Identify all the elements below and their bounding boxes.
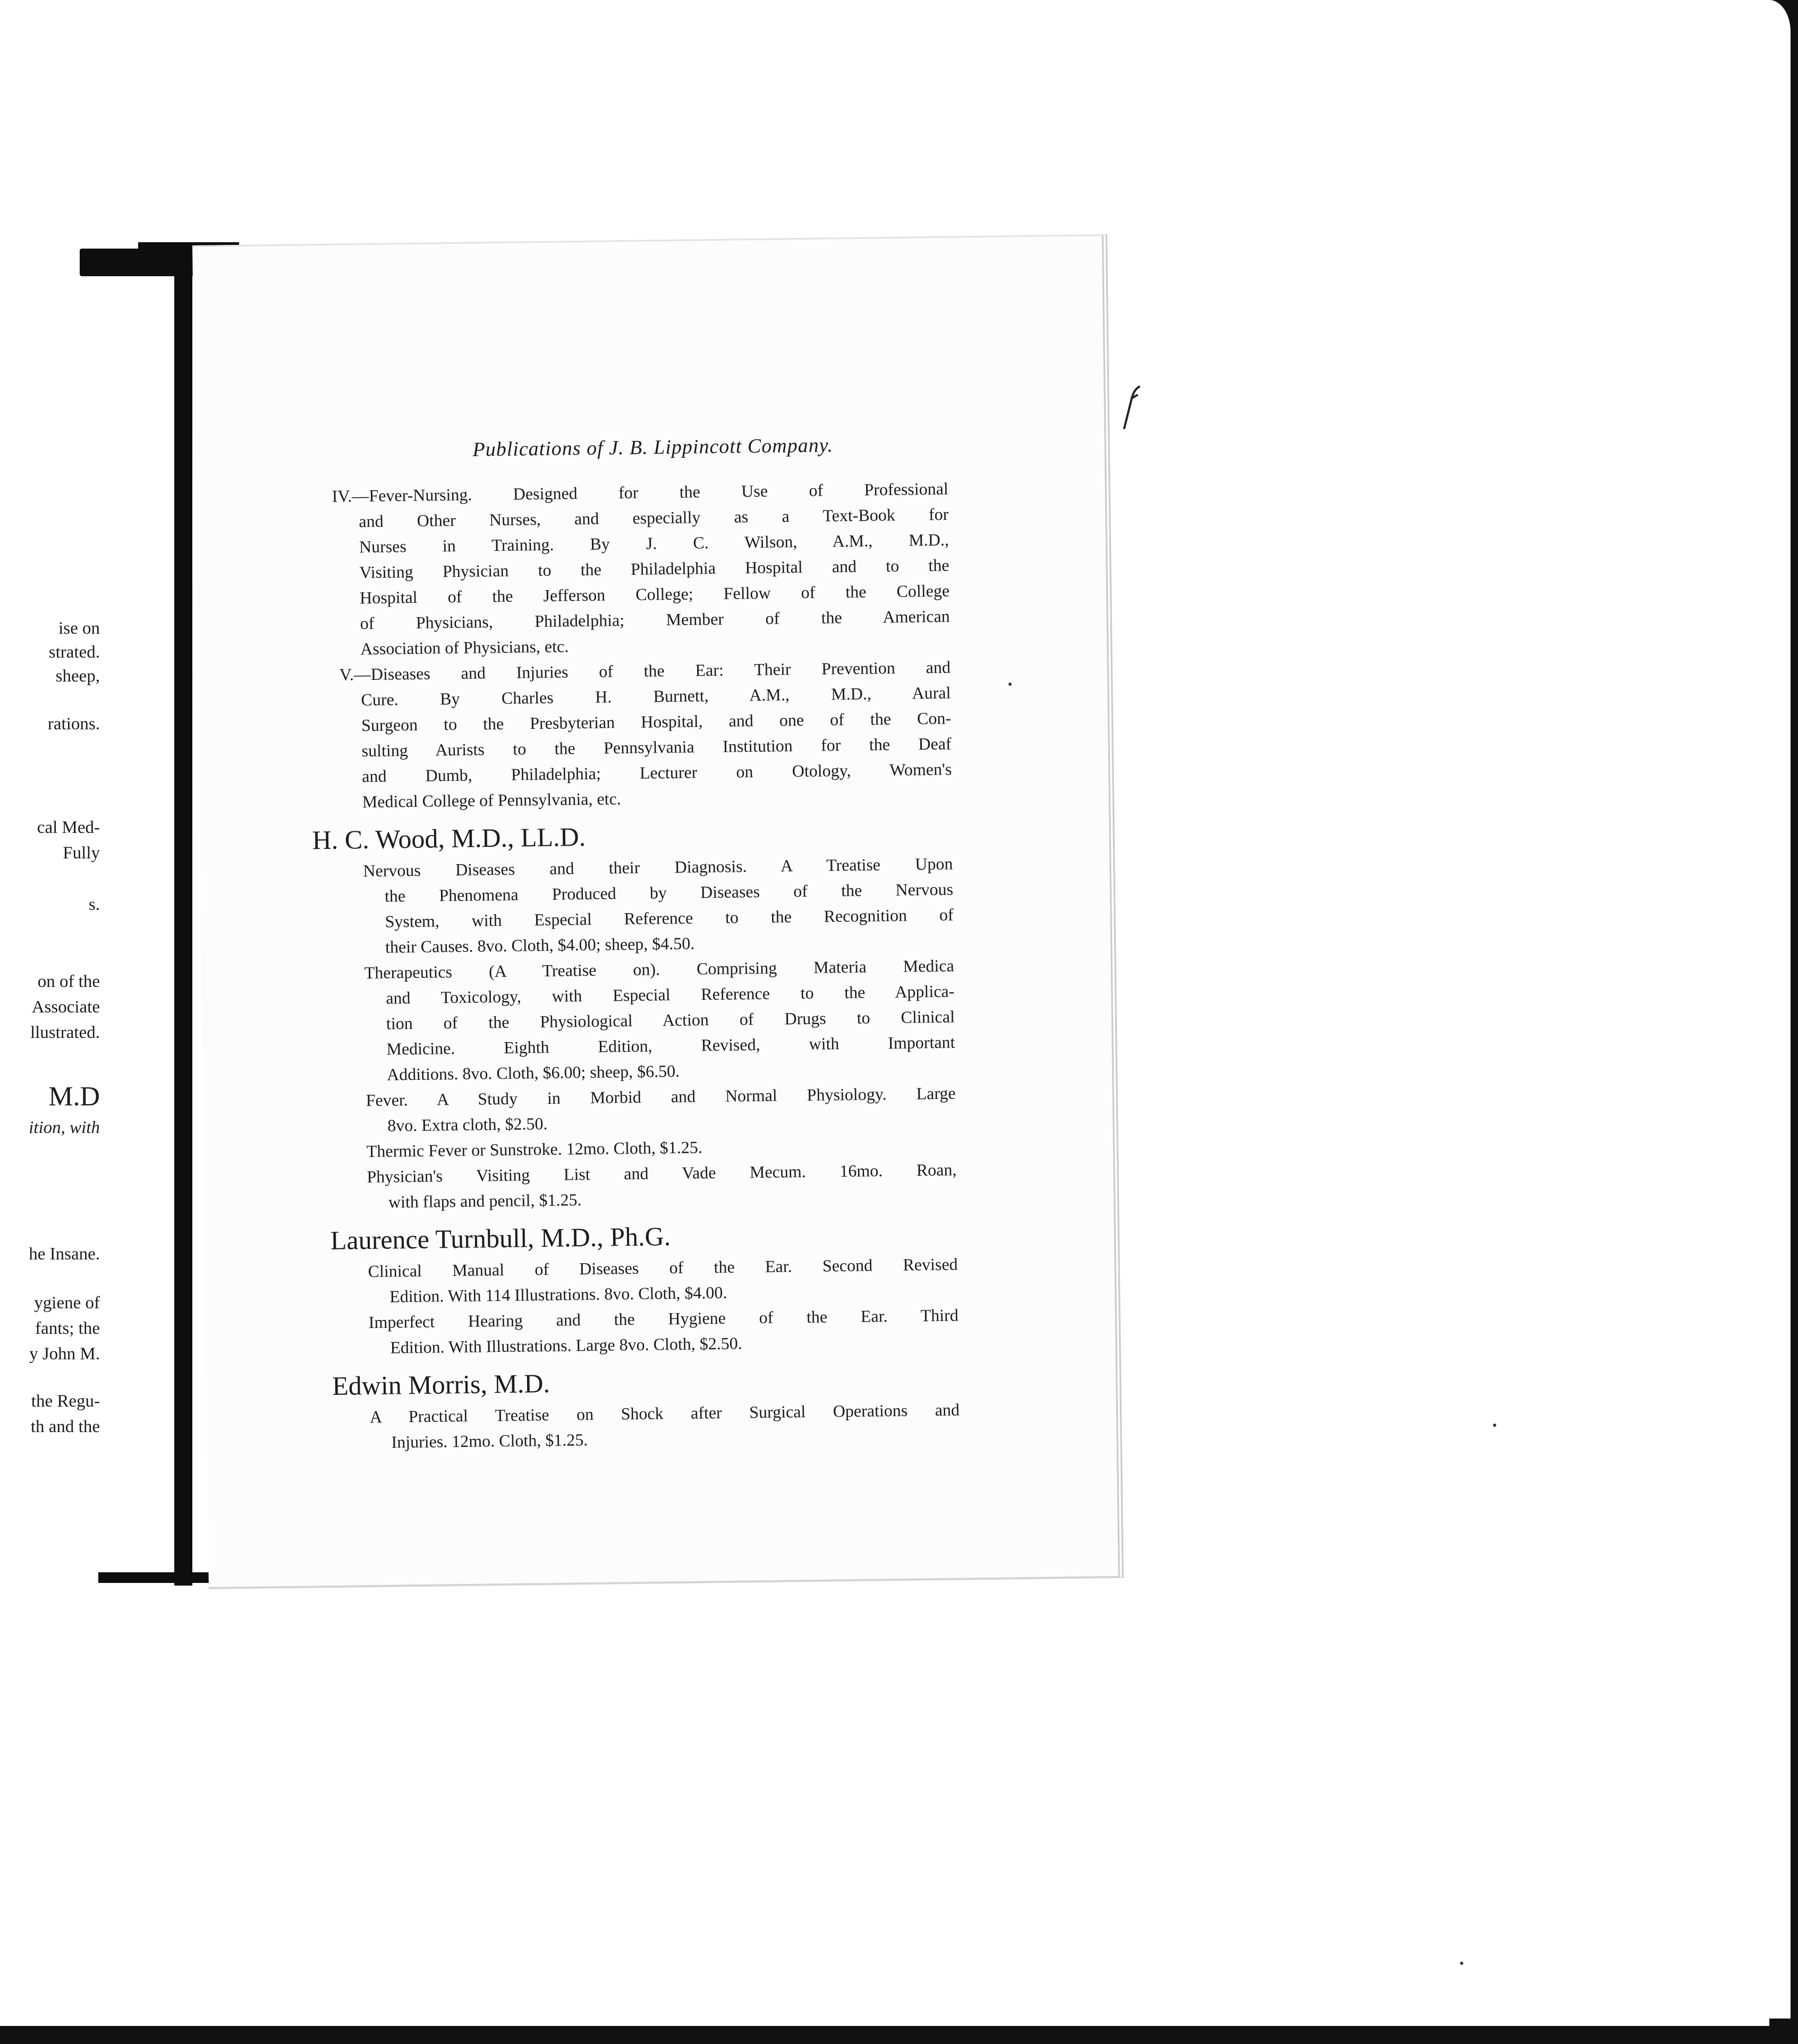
text-line: Physician's Visiting List and Vade Mecum. 16mo. Roan,: [367, 1160, 957, 1187]
text-line: Association of Physicians, etc.: [360, 636, 569, 659]
text-line: Medical College of Pennsylvania, etc.: [362, 789, 621, 812]
scan-speck: [1460, 1962, 1463, 1965]
author-heading: H. C. Wood, M.D., LL.D.: [312, 822, 586, 855]
left-line: the Regu-: [31, 1392, 100, 1411]
text-line: Clinical Manual of Diseases of the Ear. Second Revised: [368, 1254, 958, 1281]
left-line: sheep,: [55, 667, 100, 686]
left-line: he Insane.: [29, 1245, 100, 1264]
list-item: [370, 1397, 960, 1455]
text-line: System, with Especial Reference to the Recognition of: [385, 905, 954, 931]
left-line: Fully: [63, 844, 100, 863]
left-line: fants; the: [35, 1319, 100, 1338]
pencil-mark-icon: [1121, 382, 1142, 430]
list-item: [366, 1080, 956, 1139]
text-line: A Practical Treatise on Shock after Surgical Operations and: [369, 1400, 960, 1427]
left-line: ygiene of: [34, 1293, 100, 1313]
text-line: sulting Aurists to the Pennsylvania Institution for the Deaf: [361, 734, 952, 761]
author-heading: Edwin Morris, M.D.: [332, 1368, 550, 1401]
list-item: [339, 654, 952, 815]
text-line: of Physicians, Philadelphia; Member of the American: [360, 606, 950, 633]
left-line: y John M.: [29, 1344, 100, 1364]
left-line: rations.: [47, 714, 100, 734]
left-line: Associate: [31, 998, 100, 1017]
left-line: cal Med-: [37, 818, 100, 837]
left-line: on of the: [37, 972, 100, 991]
text-line: Fever. A Study in Morbid and Normal Physiology. Large: [366, 1083, 956, 1110]
text-line: Surgeon to the Presbyterian Hospital, and one of the Con-: [361, 708, 952, 735]
text-line: Injuries. 12mo. Cloth, $1.25.: [391, 1430, 588, 1452]
text-line: Therapeutics (A Treatise on). Comprising Materia Medica: [364, 956, 954, 983]
left-line: th and the: [30, 1417, 100, 1436]
scanned-page: [192, 234, 1124, 1589]
text-line: IV.—Fever-Nursing. Designed for the Use of Professional: [332, 479, 948, 506]
text-line: tion of the Physiological Action of Drugs to Clinical: [386, 1007, 955, 1033]
list-item: [368, 1251, 958, 1310]
left-line: s.: [88, 895, 100, 914]
text-line: Medicine. Eighth Edition, Revised, with Important: [386, 1032, 955, 1059]
left-line: llustrated.: [30, 1023, 100, 1042]
scan-right-edge: [1769, 0, 1798, 2044]
text-line: Nervous Diseases and their Diagnosis. A Treatise Upon: [363, 854, 953, 881]
text-line: Cure. By Charles H. Burnett, A.M., M.D., Aural: [361, 683, 951, 710]
left-heading: M.D: [48, 1081, 100, 1112]
left-facing-page: [0, 266, 170, 1710]
left-line: ition, with: [29, 1118, 100, 1137]
text-line: the Phenomena Produced by Diseases of the Nervous: [384, 879, 954, 906]
scan-bottom-edge: [0, 2019, 1798, 2044]
text-line: Thermic Fever or Sunstroke. 12mo. Cloth, $1.25.: [366, 1137, 702, 1161]
left-line: strated.: [48, 643, 100, 662]
text-line: Additions. 8vo. Cloth, $6.00; sheep, $6.50.: [386, 1061, 680, 1084]
list-item: [364, 953, 955, 1088]
text-line: Nurses in Training. By J. C. Wilson, A.M., M.D.,: [359, 530, 949, 557]
list-item: [332, 476, 950, 662]
author-heading: Laurence Turnbull, M.D., Ph.G.: [330, 1221, 671, 1255]
scan-speck: [1008, 683, 1012, 686]
text-line: their Causes. 8vo. Cloth, $4.00; sheep, $4.50.: [385, 933, 695, 957]
text-line: with flaps and pencil, $1.25.: [388, 1190, 582, 1212]
text-line: Imperfect Hearing and the Hygiene of the Ear. Third: [368, 1305, 959, 1332]
text-line: Edition. With 114 Illustrations. 8vo. Cloth, $4.00.: [389, 1282, 727, 1306]
text-line: V.—Diseases and Injuries of the Ear: Their Prevention and: [339, 657, 951, 684]
text-line: Visiting Physician to the Philadelphia Hospital and to the: [359, 555, 949, 582]
list-item: [367, 1157, 957, 1215]
scan-speck: [1493, 1424, 1496, 1427]
list-item: [363, 851, 954, 960]
page-text: [312, 432, 960, 1455]
list-item: [368, 1302, 959, 1361]
clamp-bar: [174, 266, 192, 1586]
text-line: 8vo. Extra cloth, $2.50.: [387, 1113, 548, 1135]
running-head: Publications of J. B. Lippincott Company.: [472, 434, 834, 461]
left-line: ise on: [58, 619, 100, 638]
text-line: Edition. With Illustrations. Large 8vo. Cloth, $2.50.: [390, 1333, 742, 1357]
text-line: and Dumb, Philadelphia; Lecturer on Otology, Women's: [362, 759, 952, 786]
text-line: and Other Nurses, and especially as a Text-Book for: [359, 504, 949, 531]
text-line: and Toxicology, with Especial Reference to the Applica-: [386, 981, 955, 1008]
text-line: Hospital of the Jefferson College; Fellow of the College: [359, 581, 950, 608]
